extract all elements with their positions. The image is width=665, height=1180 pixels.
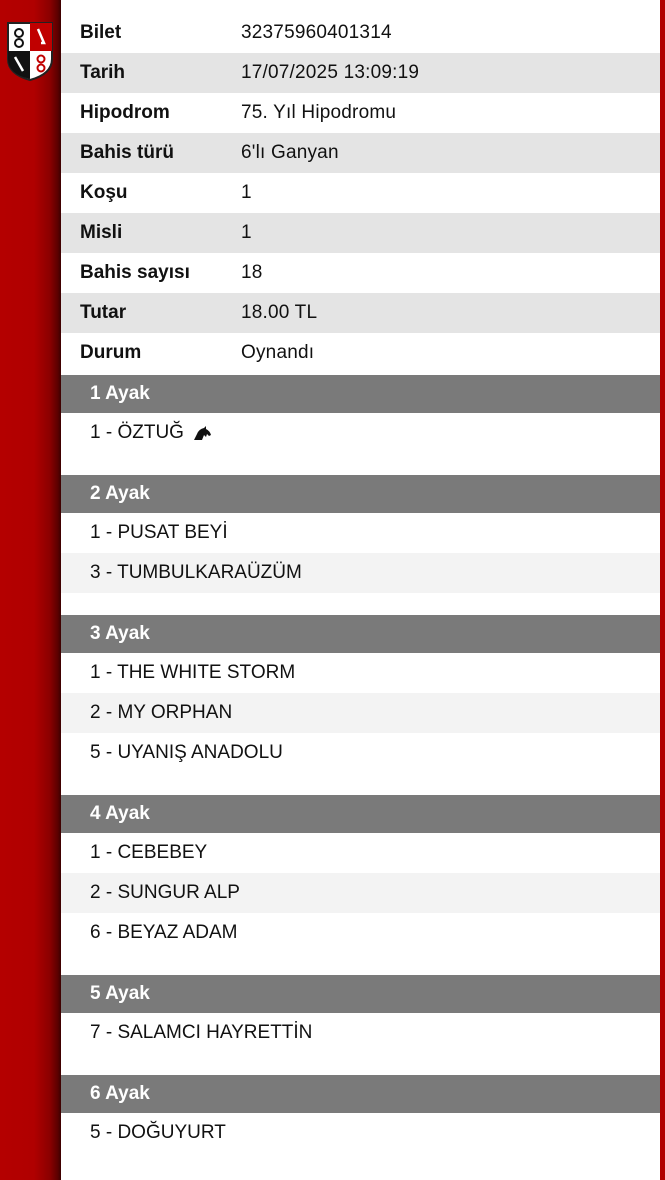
horse-name: 1 - CEBEBEY <box>90 842 208 863</box>
leg-spacer <box>61 1053 660 1075</box>
info-row <box>61 293 660 333</box>
horse-row <box>61 693 660 733</box>
leg-spacer <box>61 1153 660 1175</box>
left-rail <box>0 0 61 1180</box>
info-row <box>61 93 660 133</box>
leg-spacer <box>61 773 660 795</box>
info-value: 18.00 TL <box>241 302 318 323</box>
leg-spacer <box>61 953 660 975</box>
leg-header: 1 Ayak <box>61 375 660 413</box>
info-label: Misli <box>80 222 123 243</box>
info-value: 32375960401314 <box>241 22 392 43</box>
leg-header: 6 Ayak <box>61 1075 660 1113</box>
horse-name: 1 - PUSAT BEYİ <box>90 522 228 543</box>
horse-head-icon <box>193 426 212 441</box>
legs-list <box>61 375 660 1175</box>
info-label: Tutar <box>80 302 127 323</box>
info-row <box>61 0 660 53</box>
horse-row <box>61 1113 660 1153</box>
horse-name: 1 - ÖZTUĞ <box>90 422 184 443</box>
horse-row <box>61 513 660 553</box>
club-crest-logo <box>5 19 55 81</box>
info-value: 1 <box>241 222 252 243</box>
leg-header: 3 Ayak <box>61 615 660 653</box>
horse-name: 5 - DOĞUYURT <box>90 1122 226 1143</box>
info-value: 6'lı Ganyan <box>241 142 339 163</box>
info-row <box>61 333 660 373</box>
ticket-details <box>61 0 660 1175</box>
info-label: Durum <box>80 342 142 363</box>
info-row <box>61 53 660 93</box>
ticket-info-table <box>61 0 660 373</box>
info-row <box>61 253 660 293</box>
horse-name: 2 - MY ORPHAN <box>90 702 233 723</box>
horse-name: 6 - BEYAZ ADAM <box>90 922 238 943</box>
horse-row <box>61 1013 660 1053</box>
info-value: 1 <box>241 182 252 203</box>
horse-row <box>61 733 660 773</box>
horse-name: 2 - SUNGUR ALP <box>90 882 240 903</box>
info-label: Koşu <box>80 182 128 203</box>
horse-row <box>61 553 660 593</box>
right-rail <box>660 0 665 1180</box>
leg-header: 2 Ayak <box>61 475 660 513</box>
horse-row <box>61 653 660 693</box>
horse-row <box>61 833 660 873</box>
horse-name: 7 - SALAMCI HAYRETTİN <box>90 1022 313 1043</box>
info-label: Bilet <box>80 22 122 43</box>
info-label: Tarih <box>80 62 126 83</box>
horse-name: 5 - UYANIŞ ANADOLU <box>90 742 283 763</box>
horse-name: 3 - TUMBULKARAÜZÜM <box>90 562 302 583</box>
info-value: 17/07/2025 13:09:19 <box>241 62 420 83</box>
info-row <box>61 173 660 213</box>
horse-name: 1 - THE WHITE STORM <box>90 662 296 683</box>
horse-row <box>61 873 660 913</box>
horse-row <box>61 913 660 953</box>
info-value: 18 <box>241 262 263 283</box>
horse-row <box>61 413 660 453</box>
leg-spacer <box>61 453 660 475</box>
info-value: Oynandı <box>241 342 315 363</box>
info-label: Bahis türü <box>80 142 174 163</box>
leg-spacer <box>61 593 660 615</box>
info-value: 75. Yıl Hipodromu <box>241 102 397 123</box>
leg-header: 4 Ayak <box>61 795 660 833</box>
info-label: Hipodrom <box>80 102 170 123</box>
info-label: Bahis sayısı <box>80 262 190 283</box>
info-row <box>61 213 660 253</box>
leg-header: 5 Ayak <box>61 975 660 1013</box>
info-row <box>61 133 660 173</box>
